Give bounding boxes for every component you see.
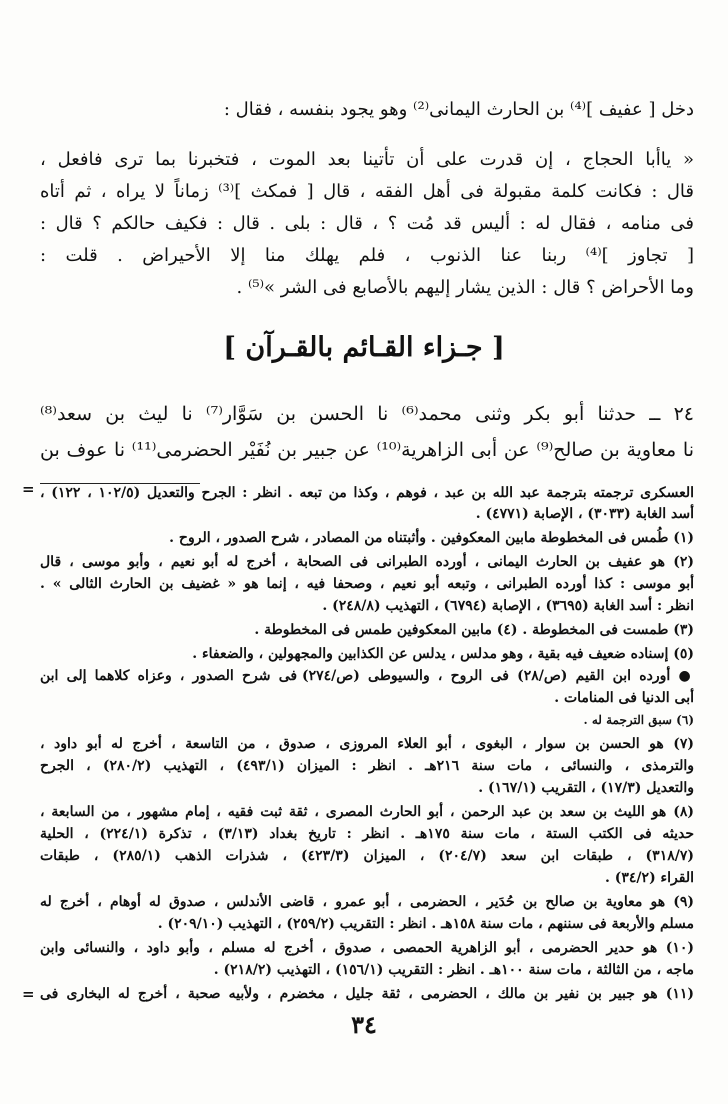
- footnote-line-22: ماجه ، من الثالثة ، مات سنة ١٠٠هـ . انظر : التقريب (١٥٦/١) ، التهذيب (٢١٨/٢) .: [213, 962, 694, 978]
- footnote-line-5: أبو موسى : كذا أورده الطبرانى ، وتبعه أبو نعيم ، وصحفا فيه ، إنما هو « غضيف بن الحارث الثالى » .: [40, 576, 694, 592]
- body-line-3: قال : فكانت كلمة مقبولة فى أهل الفقه ، قال [ فمكث ]⁽³⁾ زماناً لا يراه ، ثم أتاه: [40, 181, 694, 202]
- footnote-line-1: العسكرى ترجمته بترجمة عبد الله بن عبد ، فوهم ، وكذا من تبعه . انظر : الجرح والتعديل (١٠٢/٥ ، ١٢٢) ،: [40, 485, 694, 501]
- footnote-line-4: (٢) هو عفيف بن الحارث اليمانى ، أورده الطبرانى فى الصحابة ، أخرج له أبو نعيم ، وأبو موسى ، قال: [40, 554, 694, 570]
- body-line-2: « ياأبا الحجاج ، إن قدرت على أن تأتينا بعد الموت ، فتخبرنا بما ترى فافعل ،: [40, 149, 694, 170]
- continuation-mark-bottom: =: [22, 985, 35, 1003]
- footnote-line-13: والترمذى ، والنسائى ، مات سنة ٢١٦هـ . انظر : الميزان (٤٩٣/١) ، التهذيب (٢٨٠/٢) ، الجرح: [40, 758, 694, 774]
- footnote-line-23: (١١) هو جبير بن نفير بن مالك ، الحضرمى ، ثقة جليل ، مخضرم ، ولأبيه صحبة ، أخرج له البخارى فى: [40, 986, 694, 1002]
- body-line-5: [ تجاوز ]⁽⁴⁾ ربنا عنا الذنوب ، فلم يهلك منا إلا الأحيراض . قلت :: [40, 245, 694, 266]
- footnote-line-7: (٣) طمست فى المخطوطة . (٤) مابين المعكوفين طمس فى المخطوطة .: [254, 622, 694, 638]
- footnote-line-10: أبى الدنيا فى المنامات .: [554, 690, 694, 706]
- footnote-line-15: (٨) هو الليث بن سعد بن عبد الرحمن ، أبو الحارث المصرى ، ثقة ثبت فقيه ، إمام مشهور ، من السابعة ،: [40, 804, 694, 820]
- footnote-line-19: (٩) هو معاوية بن صالح بن حُدَير ، الحضرمى ، أبو عمرو ، قاضى الأندلس ، صدوق له أوهام ، أخرج له: [40, 894, 694, 910]
- footnote-line-14: والتعديل (١٧/٣) ، التقريب (١٦٧/١) .: [478, 780, 694, 796]
- body-line-1: دخل [ عفيف ]⁽⁴⁾ بن الحارث اليمانى⁽²⁾ وهو يجود بنفسه ، فقال :: [223, 99, 694, 120]
- body-line-6: وما الأحراض ؟ قال : الذين يشار إليهم بالأصابع فى الشر »⁽⁵⁾ .: [236, 277, 694, 298]
- footnote-line-12: (٧) هو الحسن بن سوار ، البغوى ، أبو العلاء المروزى ، صدوق ، من التاسعة ، أخرج له أبو داود ،: [40, 736, 694, 752]
- footnote-line-9: ● أورده ابن القيم (ص/٢٨) فى الروح ، والسيوطى (ص/٢٧٤) فى شرح الصدور ، وعزاه كلاهما إلى ابن: [40, 668, 695, 684]
- footnote-line-21: (١٠) هو حدير الحضرمى ، أبو الزاهرية الحمصى ، صدوق ، أخرج له مسلم ، وأبو داود ، والنسائى وابن: [40, 940, 694, 956]
- hadith-line-1: ٢٤ ــ حدثنا أبو بكر وثنى محمد⁽⁶⁾ نا الحسن بن سَوَّار⁽⁷⁾ نا ليث بن سعد⁽⁸⁾: [40, 403, 694, 425]
- footnote-line-16: حديثه فى الكتب الستة ، مات سنة ١٧٥هـ . انظر : تاريخ بغداد (٣/١٣) ، تذكرة (٢٢٤/١) ، الحلية: [40, 826, 694, 842]
- footnote-line-8: (٥) إسناده ضعيف فيه بقية ، وهو مدلس ، يدلس عن الكذابين والمجهولين ، والضعفاء .: [192, 646, 694, 662]
- footnote-line-6: انظر : أسد الغابة (٣٦٩٥) ، الإصابة (٦٧٩٤) ، التهذيب (٢٤٨/٨) .: [322, 598, 694, 614]
- footnote-line-11: (٦) سبق الترجمة له .: [583, 713, 694, 727]
- continuation-mark-top: =: [22, 480, 35, 498]
- footnote-line-18: القراء (٣٤/٢) .: [605, 870, 694, 886]
- footnote-line-2: أسد الغابة (٣٠٣٣) ، الإصابة (٤٧٧١) .: [475, 506, 694, 522]
- footnote-line-17: (٣١٨/٧) ، طبقات ابن سعد (٢٠٤/٧) ، الميزان (٤٢٣/٣) ، شذرات الذهب (٢٨٥/١) ، طبقات: [40, 848, 694, 864]
- footnote-line-3: (١) طُمس فى المخطوطة مابين المعكوفين . وأثبتناه من المصادر ، شرح الصدور ، الروح .: [169, 530, 694, 546]
- page-number: ٣٤: [351, 1010, 377, 1039]
- footnote-line-20: مسلم والأربعة فى سننهم ، مات سنة ١٥٨هـ . انظر : التقريب (٢٥٩/٢) ، التهذيب (٢٠٩/١٠) .: [157, 916, 694, 932]
- section-heading: [ جـزاء القـائم بالقـرآن ]: [223, 332, 505, 363]
- body-line-4: فى منامه ، فقال له : أليس قد مُت ؟ ، قال : بلى . قال : فكيف حالكم ؟ قال :: [40, 213, 694, 234]
- hadith-line-2: نا معاوية بن صالح⁽⁹⁾ عن أبى الزاهرية⁽¹⁰⁾ عن جبير بن نُفَيْر الحضرمى⁽¹¹⁾ نا عوف بن: [40, 439, 695, 461]
